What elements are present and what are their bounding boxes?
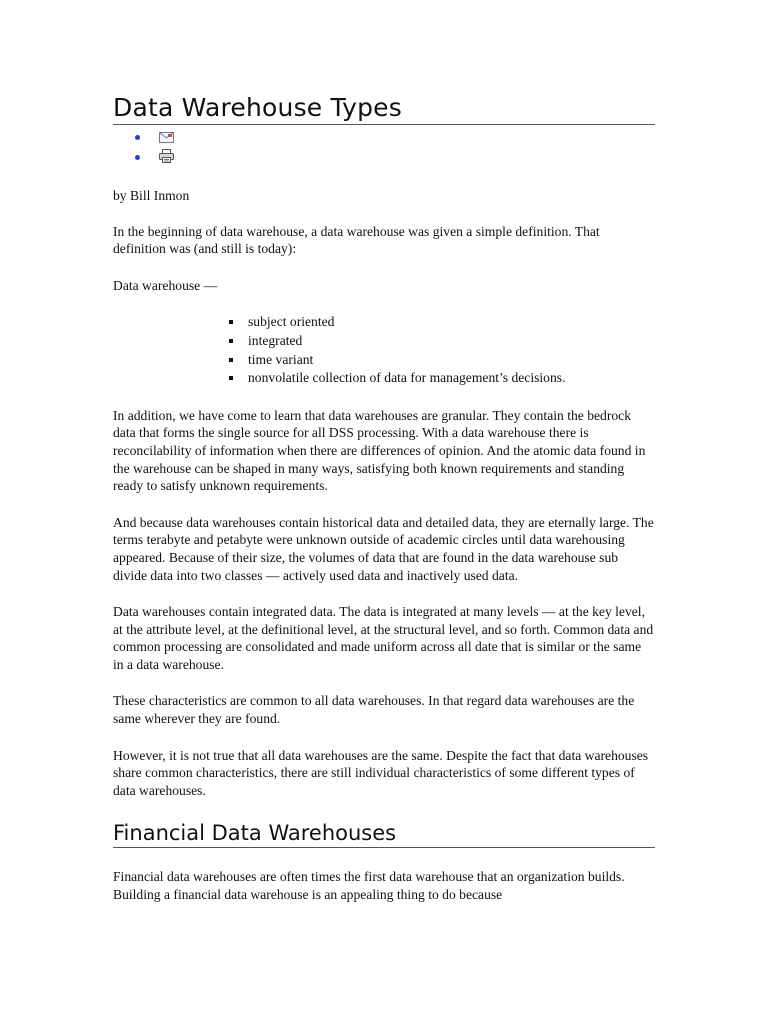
list-item: nonvolatile collection of data for management’s decisions. bbox=[226, 369, 655, 388]
definition-list bbox=[113, 313, 655, 387]
paragraph-differences: However, it is not true that all data warehouses are the same. Despite the fact that data warehouses share common characteristics, there are still individual characteristics of some different types of data warehouses. bbox=[113, 747, 649, 798]
article bbox=[113, 92, 655, 904]
email-link[interactable] bbox=[135, 127, 655, 147]
print-link[interactable] bbox=[135, 147, 655, 167]
paragraph-financial: Financial data warehouses are often times the first data warehouse that an organization builds. Building a financial data warehouse is an appealing thing to do because bbox=[113, 869, 625, 903]
email-icon[interactable] bbox=[159, 129, 174, 149]
list-item: subject oriented bbox=[226, 313, 655, 332]
paragraph-common: These characteristics are common to all data warehouses. In that regard data warehouses are the same wherever they are found. bbox=[113, 693, 635, 727]
intro-paragraph: In the beginning of data warehouse, a data warehouse was given a simple definition. That definition was (and still is today): bbox=[113, 223, 600, 257]
list-item: time variant bbox=[226, 351, 655, 370]
share-tools bbox=[113, 127, 655, 167]
paragraph-historical: And because data warehouses contain historical data and detailed data, they are eternally large. The terms terabyte and petabyte were unknown outside of academic circles until data warehousing appeared. Because of their size, the volumes of data that are found in the data warehouse sub divide data into two classes — actively used data and inactively used data. bbox=[113, 514, 654, 583]
paragraph-granular: In addition, we have come to learn that data warehouses are granular. They contain the bedrock data that forms the single source for all DSS processing. With a data warehouse there is reconcilability of information when there are differences of opinion. And the atomic data found in the warehouse can be shaped in many ways, satisfying both known requirements and standing ready to satisfy unknown requirements. bbox=[113, 407, 646, 494]
page-title: Data Warehouse Types bbox=[113, 92, 655, 125]
section-heading: Financial Data Warehouses bbox=[113, 819, 655, 848]
print-icon[interactable] bbox=[159, 149, 174, 169]
list-item: integrated bbox=[226, 332, 655, 351]
byline: by Bill Inmon bbox=[113, 188, 190, 203]
paragraph-integrated: Data warehouses contain integrated data. The data is integrated at many levels — at the key level, at the attribute level, at the definitional level, at the structural level, and so forth. Common data and common processing are consolidated and made uniform across all date that is similar or the same in a data warehouse. bbox=[113, 604, 654, 672]
definition-label: Data warehouse — bbox=[113, 277, 218, 293]
